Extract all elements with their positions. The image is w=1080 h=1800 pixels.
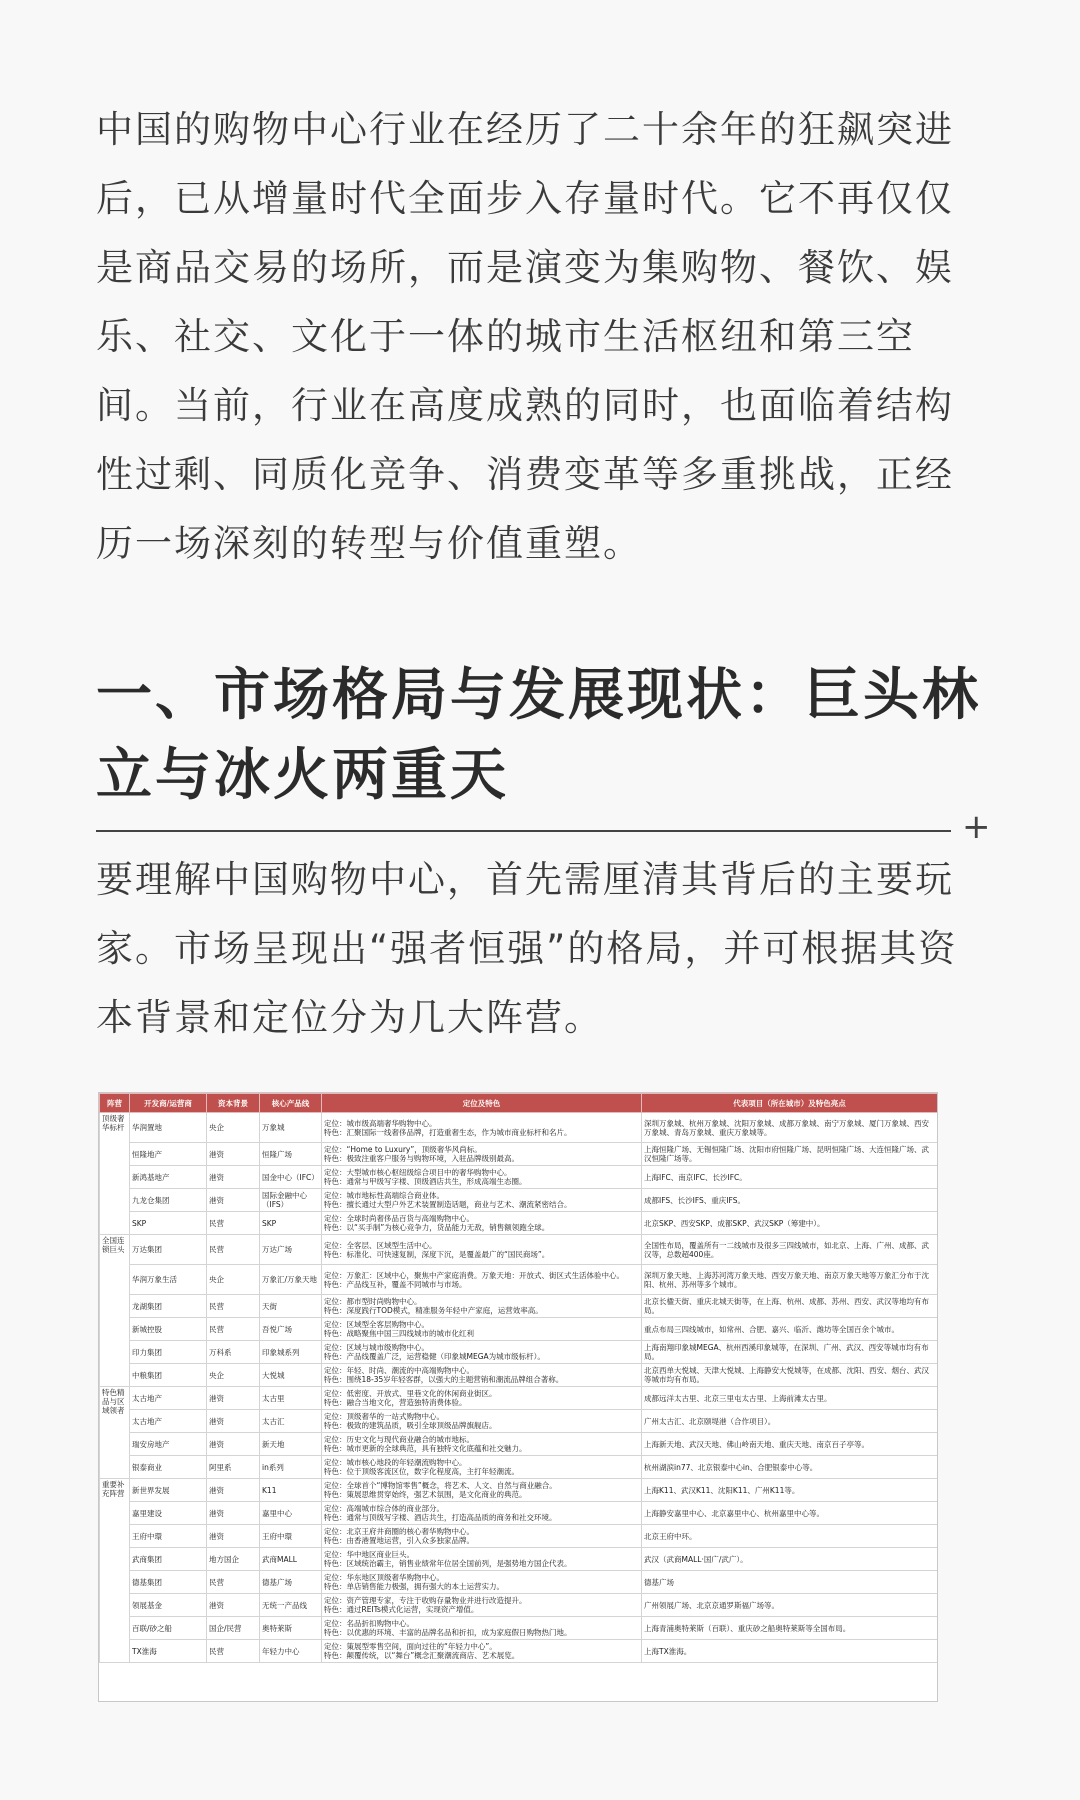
capital-cell: 港资 bbox=[207, 1502, 260, 1525]
table-row bbox=[100, 1364, 938, 1387]
developer-cell: SKP bbox=[130, 1212, 207, 1235]
table-row bbox=[100, 1143, 938, 1166]
heading-divider bbox=[96, 830, 951, 832]
developer-cell: 华润置地 bbox=[130, 1113, 207, 1143]
positioning-cell: 定位：“Home to Luxury”，顶级奢华风尚标。 特色：极致注重客户服务与购物环境，入驻品牌级别最高。 bbox=[322, 1143, 642, 1166]
projects-cell: 全国性布局，覆盖所有一二线城市及很多三四线城市，如北京、上海、广州、成都、武汉等，总数超400座。 bbox=[642, 1235, 938, 1265]
developer-cell: 九龙仓集团 bbox=[130, 1189, 207, 1212]
market-players-table-image bbox=[98, 1092, 938, 1702]
product-cell: 太古汇 bbox=[260, 1410, 322, 1433]
projects-cell: 重点布局三四线城市，如常州、合肥、嘉兴、临沂、潍坊等全国百余个城市。 bbox=[642, 1318, 938, 1341]
tier-cell: 重要补充阵营 bbox=[100, 1479, 130, 1663]
positioning-cell: 定位：大型城市核心枢纽级综合项目中的奢华购物中心。 特色：通常与甲级写字楼、顶级酒店共生，形成高端生态圈。 bbox=[322, 1166, 642, 1189]
product-cell: 天街 bbox=[260, 1295, 322, 1318]
developer-cell: 百联/砂之船 bbox=[130, 1617, 207, 1640]
developer-cell: 银泰商业 bbox=[130, 1456, 207, 1479]
projects-cell: 北京西单大悦城、天津大悦城、上海静安大悦城等，在成都、沈阳、西安、烟台、武汉等城市均有布局。 bbox=[642, 1364, 938, 1387]
plus-icon: + bbox=[962, 807, 991, 847]
projects-cell: 深圳万象天地、上海苏河湾万象天地、西安万象天地、南京万象天地等万象汇分布于沈阳、杭州、苏州等多个城市。 bbox=[642, 1265, 938, 1295]
developer-cell: 领展基金 bbox=[130, 1594, 207, 1617]
table-row bbox=[100, 1295, 938, 1318]
positioning-cell: 定位：策展型零售空间，面向过往的“年轻力中心”。 特色：颠覆传统，以“舞台”概念汇聚潮流商店、艺术展览。 bbox=[322, 1640, 642, 1663]
product-cell: K11 bbox=[260, 1479, 322, 1502]
table-row bbox=[100, 1341, 938, 1364]
developer-cell: 华润万象生活 bbox=[130, 1265, 207, 1295]
product-cell: 吾悦广场 bbox=[260, 1318, 322, 1341]
developer-cell: 万达集团 bbox=[130, 1235, 207, 1265]
product-cell: 德基广场 bbox=[260, 1571, 322, 1594]
table-row bbox=[100, 1212, 938, 1235]
table-row bbox=[100, 1387, 938, 1410]
product-cell: 武商MALL bbox=[260, 1548, 322, 1571]
product-cell: 印象城系列 bbox=[260, 1341, 322, 1364]
developer-cell: TX淮海 bbox=[130, 1640, 207, 1663]
developer-cell: 印力集团 bbox=[130, 1341, 207, 1364]
capital-cell: 民营 bbox=[207, 1212, 260, 1235]
section-heading: 一、市场格局与发展现状：巨头林立与冰火两重天 bbox=[96, 663, 981, 808]
product-cell: 太古里 bbox=[260, 1387, 322, 1410]
product-cell: 万达广场 bbox=[260, 1235, 322, 1265]
capital-cell: 民营 bbox=[207, 1571, 260, 1594]
projects-cell: 上海南翔印象城MEGA、杭州西溪印象城等，在深圳、广州、武汉、西安等城市均有布局。 bbox=[642, 1341, 938, 1364]
product-cell: 国际金融中心（IFS） bbox=[260, 1189, 322, 1212]
capital-cell: 民营 bbox=[207, 1318, 260, 1341]
positioning-cell: 定位：名品折扣购物中心。 特色：以优惠的环境、丰富的品牌名品和折扣，成为家庭假日购物热门地。 bbox=[322, 1617, 642, 1640]
table-row bbox=[100, 1410, 938, 1433]
tier-cell: 特色精品与区域领者 bbox=[100, 1387, 130, 1479]
positioning-cell: 定位：城市地标性高端综合商业体。 特色：擅长通过大型户外艺术装置制造话题，商业与艺术、潮流紧密结合。 bbox=[322, 1189, 642, 1212]
developer-cell: 太古地产 bbox=[130, 1387, 207, 1410]
product-cell: SKP bbox=[260, 1212, 322, 1235]
positioning-cell: 定位：全球时尚奢侈品百货与高端购物中心。 特色：以“买手制”为核心竞争力，货品能力无敌，销售额领跑全球。 bbox=[322, 1212, 642, 1235]
positioning-cell: 定位：城市核心地段的年轻潮流购物中心。 特色：位于顶级客流区位，数字化程度高，主打年轻潮流。 bbox=[322, 1456, 642, 1479]
developer-cell: 嘉里建设 bbox=[130, 1502, 207, 1525]
projects-cell: 北京SKP、西安SKP、成都SKP、武汉SKP（筹建中）。 bbox=[642, 1212, 938, 1235]
projects-cell: 上海青浦奥特莱斯（百联）、重庆砂之船奥特莱斯等全国布局。 bbox=[642, 1617, 938, 1640]
projects-cell: 北京王府中环。 bbox=[642, 1525, 938, 1548]
capital-cell: 港资 bbox=[207, 1143, 260, 1166]
capital-cell: 地方国企 bbox=[207, 1548, 260, 1571]
positioning-cell: 定位：华中地区商业巨头。 特色：区域统治霸主，销售业绩常年位居全国前列，是强势地方国企代表。 bbox=[322, 1548, 642, 1571]
capital-cell: 阿里系 bbox=[207, 1456, 260, 1479]
developer-cell: 瑞安房地产 bbox=[130, 1433, 207, 1456]
product-cell: 大悦城 bbox=[260, 1364, 322, 1387]
table-row bbox=[100, 1479, 938, 1502]
table-row bbox=[100, 1265, 938, 1295]
projects-cell: 成都IFS、长沙IFS、重庆IFS。 bbox=[642, 1189, 938, 1212]
table-row bbox=[100, 1433, 938, 1456]
table-row bbox=[100, 1456, 938, 1479]
projects-cell: 上海静安嘉里中心、北京嘉里中心、杭州嘉里中心等。 bbox=[642, 1502, 938, 1525]
positioning-cell: 定位：华东地区顶级奢华购物中心。 特色：单店销售能力极强，拥有强大的本土运营实力。 bbox=[322, 1571, 642, 1594]
capital-cell: 民营 bbox=[207, 1640, 260, 1663]
projects-cell: 上海IFC、南京IFC、长沙IFC。 bbox=[642, 1166, 938, 1189]
product-cell: in系列 bbox=[260, 1456, 322, 1479]
product-cell: 无统一产品线 bbox=[260, 1594, 322, 1617]
table-header: 定位及特色 bbox=[322, 1094, 642, 1113]
table-row bbox=[100, 1189, 938, 1212]
projects-cell: 杭州湖滨in77、北京银泰中心in、合肥银泰中心等。 bbox=[642, 1456, 938, 1479]
product-cell: 嘉里中心 bbox=[260, 1502, 322, 1525]
capital-cell: 央企 bbox=[207, 1265, 260, 1295]
capital-cell: 港资 bbox=[207, 1410, 260, 1433]
section-paragraph: 要理解中国购物中心，首先需厘清其背后的主要玩家。市场呈现出“强者恒强”的格局，并可根据其资本背景和定位分为几大阵营。 bbox=[96, 858, 958, 1039]
table-row bbox=[100, 1235, 938, 1265]
positioning-cell: 定位：城市级高端奢华购物中心。 特色：汇聚国际一线奢侈品牌，打造重奢生态，作为城市商业标杆和名片。 bbox=[322, 1113, 642, 1143]
projects-cell: 上海K11、武汉K11、沈阳K11、广州K11等。 bbox=[642, 1479, 938, 1502]
table-row bbox=[100, 1571, 938, 1594]
table-row bbox=[100, 1617, 938, 1640]
intro-paragraph: 中国的购物中心行业在经历了二十余年的狂飙突进后，已从增量时代全面步入存量时代。它不再仅仅是商品交易的场所，而是演变为集购物、餐饮、娱乐、社交、文化于一体的城市生活枢纽和第三空间。当前，行业在高度成熟的同时，也面临着结构性过剩、同质化竞争、消费变革等多重挑战，正经历一场深刻的转型与价值重塑。 bbox=[96, 108, 954, 565]
projects-cell: 武汉（武商MALL·国广/武广）。 bbox=[642, 1548, 938, 1571]
projects-cell: 成都远洋太古里、北京三里屯太古里、上海前滩太古里。 bbox=[642, 1387, 938, 1410]
positioning-cell: 定位：历史文化与现代商业融合的城市地标。 特色：城市更新的全球典范，具有独特文化底蕴和社交魅力。 bbox=[322, 1433, 642, 1456]
positioning-cell: 定位：都市型时尚购物中心。 特色：深度践行TOD模式，精准服务年轻中产家庭，运营效率高。 bbox=[322, 1295, 642, 1318]
product-cell: 万象汇/万象天地 bbox=[260, 1265, 322, 1295]
capital-cell: 港资 bbox=[207, 1189, 260, 1212]
capital-cell: 民营 bbox=[207, 1295, 260, 1318]
capital-cell: 央企 bbox=[207, 1364, 260, 1387]
table-row bbox=[100, 1548, 938, 1571]
table-header: 核心产品线 bbox=[260, 1094, 322, 1113]
capital-cell: 港资 bbox=[207, 1166, 260, 1189]
table-header-row bbox=[100, 1094, 938, 1113]
market-players-table bbox=[99, 1093, 938, 1663]
developer-cell: 王府中環 bbox=[130, 1525, 207, 1548]
table-row bbox=[100, 1318, 938, 1341]
projects-cell: 德基广场 bbox=[642, 1571, 938, 1594]
developer-cell: 新世界发展 bbox=[130, 1479, 207, 1502]
tier-cell: 顶级奢华标杆 bbox=[100, 1113, 130, 1235]
projects-cell: 北京长楹天街、重庆北城天街等，在上海、杭州、成都、苏州、西安、武汉等地均有布局。 bbox=[642, 1295, 938, 1318]
capital-cell: 港资 bbox=[207, 1525, 260, 1548]
positioning-cell: 定位：高端城市综合体的商业部分。 特色：通常与顶级写字楼、酒店共生，打造高品质的商务和社交环境。 bbox=[322, 1502, 642, 1525]
capital-cell: 港资 bbox=[207, 1387, 260, 1410]
product-cell: 王府中環 bbox=[260, 1525, 322, 1548]
capital-cell: 民营 bbox=[207, 1235, 260, 1265]
positioning-cell: 定位：万象汇：区域中心，聚焦中产家庭消费。万象天地：开放式、街区式生活体验中心。 特色：产品线互补，覆盖不同城市与市场。 bbox=[322, 1265, 642, 1295]
positioning-cell: 定位：年轻、时尚、潮流的中高端购物中心。 特色：围绕18-35岁年轻客群，以强大的主题营销和潮流品牌组合著称。 bbox=[322, 1364, 642, 1387]
positioning-cell: 定位：资产管理专家，专注于收购存量物业并进行改造提升。 特色：通过REITs模式化运营，实现资产增值。 bbox=[322, 1594, 642, 1617]
product-cell: 奥特莱斯 bbox=[260, 1617, 322, 1640]
positioning-cell: 定位：区域与城市级购物中心。 特色：产品线覆盖广泛，运营稳健（印象城MEGA为城市级标杆）。 bbox=[322, 1341, 642, 1364]
positioning-cell: 定位：顶级奢华的一站式购物中心。 特色：极致的建筑品质，吸引全球顶级品牌旗舰店。 bbox=[322, 1410, 642, 1433]
table-row bbox=[100, 1525, 938, 1548]
capital-cell: 央企 bbox=[207, 1113, 260, 1143]
table-row bbox=[100, 1113, 938, 1143]
capital-cell: 港资 bbox=[207, 1433, 260, 1456]
developer-cell: 新鸿基地产 bbox=[130, 1166, 207, 1189]
product-cell: 新天地 bbox=[260, 1433, 322, 1456]
projects-cell: 广州领展广场、北京京通罗斯福广场等。 bbox=[642, 1594, 938, 1617]
positioning-cell: 定位：区域型全客层购物中心。 特色：战略聚焦中国三四线城市的城市化红利 bbox=[322, 1318, 642, 1341]
table-body bbox=[100, 1113, 938, 1663]
table-header: 阵营 bbox=[100, 1094, 130, 1113]
tier-cell: 全国连锁巨头 bbox=[100, 1235, 130, 1387]
capital-cell: 港资 bbox=[207, 1479, 260, 1502]
developer-cell: 新城控股 bbox=[130, 1318, 207, 1341]
projects-cell: 深圳万象城、杭州万象城、沈阳万象城、成都万象城、南宁万象城、厦门万象城、西安万象城、青岛万象城、重庆万象城等。 bbox=[642, 1113, 938, 1143]
developer-cell: 德基集团 bbox=[130, 1571, 207, 1594]
table-row bbox=[100, 1502, 938, 1525]
developer-cell: 武商集团 bbox=[130, 1548, 207, 1571]
table-header: 代表项目（所在城市）及特色亮点 bbox=[642, 1094, 938, 1113]
capital-cell: 港资 bbox=[207, 1594, 260, 1617]
product-cell: 年轻力中心 bbox=[260, 1640, 322, 1663]
projects-cell: 上海新天地、武汉天地、佛山岭南天地、重庆天地、南京百子亭等。 bbox=[642, 1433, 938, 1456]
projects-cell: 广州太古汇、北京颐堤港（合作项目）。 bbox=[642, 1410, 938, 1433]
product-cell: 万象城 bbox=[260, 1113, 322, 1143]
table-header: 资本背景 bbox=[207, 1094, 260, 1113]
developer-cell: 中粮集团 bbox=[130, 1364, 207, 1387]
table-row bbox=[100, 1640, 938, 1663]
capital-cell: 国企/民营 bbox=[207, 1617, 260, 1640]
developer-cell: 恒隆地产 bbox=[130, 1143, 207, 1166]
projects-cell: 上海TX淮海。 bbox=[642, 1640, 938, 1663]
positioning-cell: 定位：北京王府井商圈的核心奢华购物中心。 特色：由香港置地运营，引入众多独家品牌。 bbox=[322, 1525, 642, 1548]
developer-cell: 龙湖集团 bbox=[130, 1295, 207, 1318]
positioning-cell: 定位：低密度、开放式、里巷文化的休闲商业街区。 特色：融合当地文化，营造独特消费体验。 bbox=[322, 1387, 642, 1410]
product-cell: 恒隆广场 bbox=[260, 1143, 322, 1166]
product-cell: 国金中心（IFC） bbox=[260, 1166, 322, 1189]
positioning-cell: 定位：全客层、区域型生活中心。 特色：标准化、可快速复制，深度下沉，是覆盖最广的“国民商场”。 bbox=[322, 1235, 642, 1265]
table-row bbox=[100, 1594, 938, 1617]
projects-cell: 上海恒隆广场、无锡恒隆广场、沈阳市府恒隆广场、昆明恒隆广场、大连恒隆广场、武汉恒隆广场等。 bbox=[642, 1143, 938, 1166]
table-row bbox=[100, 1166, 938, 1189]
capital-cell: 万科系 bbox=[207, 1341, 260, 1364]
positioning-cell: 定位：全球首个“博物馆零售”概念，将艺术、人文、自然与商业融合。 特色：策展思维贯穿始终，强艺术氛围，是文化商业的典范。 bbox=[322, 1479, 642, 1502]
developer-cell: 太古地产 bbox=[130, 1410, 207, 1433]
table-header: 开发商/运营商 bbox=[130, 1094, 207, 1113]
